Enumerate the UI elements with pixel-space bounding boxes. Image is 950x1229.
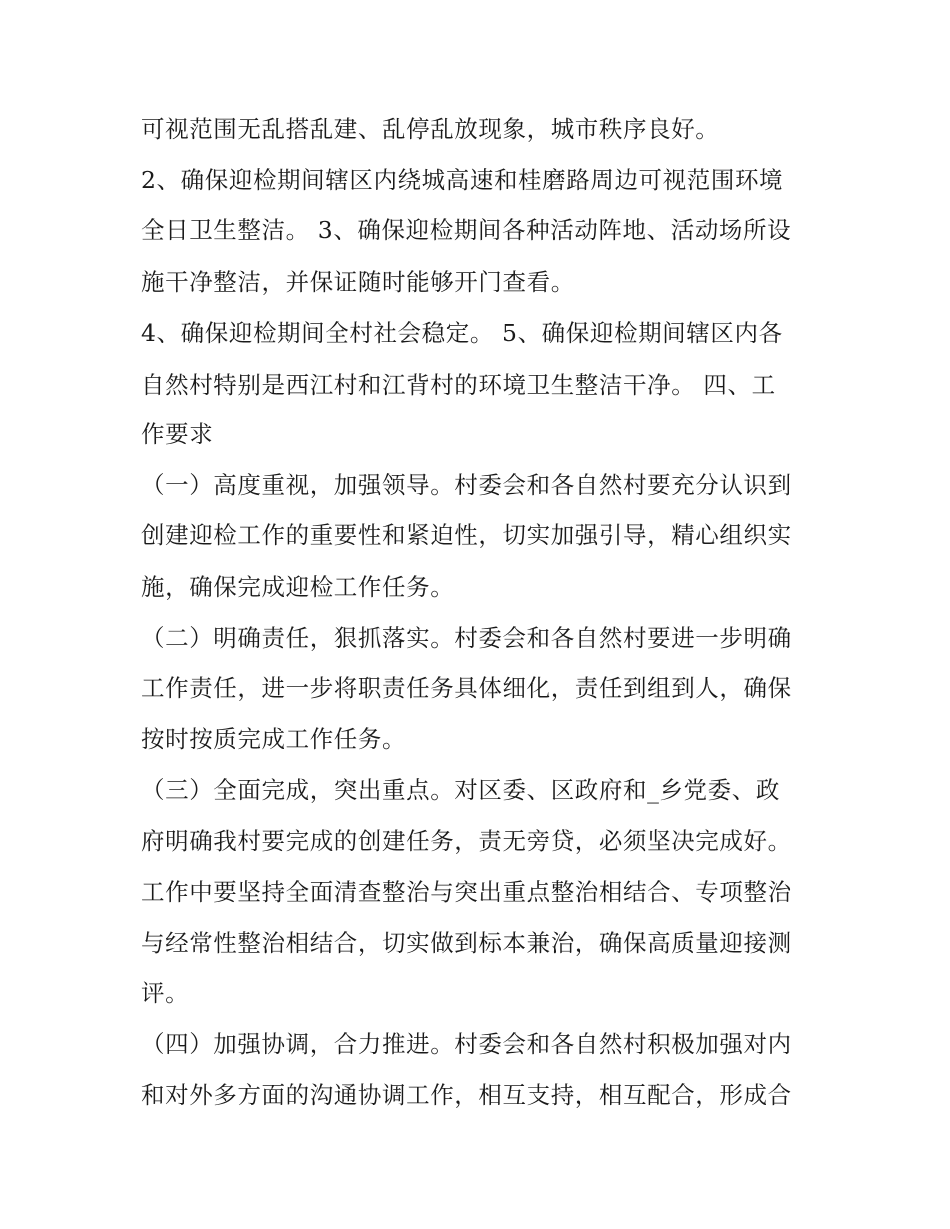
text-line: 和对外多方面的沟通协调工作，相互支持，相互配合，形成合 <box>141 1081 792 1109</box>
text-line: 施，确保完成迎检工作任务。 <box>141 573 455 601</box>
text-line: （二）明确责任，狠抓落实。村委会和各自然村要进一步明确 <box>141 624 792 652</box>
text-line: 全日卫生整洁。 3、确保迎检期间各种活动阵地、活动场所设 <box>141 216 792 244</box>
text-line: 可视范围无乱搭乱建、乱停乱放现象，城市秩序良好。 <box>141 115 720 143</box>
text-line: （三）全面完成，突出重点。对区委、区政府和_乡党委、政 <box>141 776 780 804</box>
text-line: 府明确我村要完成的创建任务，责无旁贷，必须坚决完成好。 <box>141 827 792 855</box>
text-line: 2、确保迎检期间辖区内绕城高速和桂磨路周边可视范围环境 <box>141 166 784 194</box>
text-line: 4、确保迎检期间全村社会稳定。 5、确保迎检期间辖区内各 <box>141 319 783 347</box>
text-line: 自然村特别是西江村和江背村的环境卫生整洁干净。 四、工 <box>141 371 776 399</box>
text-line: （一）高度重视，加强领导。村委会和各自然村要充分认识到 <box>141 471 792 499</box>
text-line: 施干净整洁，并保证随时能够开门查看。 <box>141 268 575 296</box>
text-line: 创建迎检工作的重要性和紧迫性，切实加强引导，精心组织实 <box>141 521 792 549</box>
text-line: （四）加强协调，合力推进。村委会和各自然村积极加强对内 <box>141 1030 792 1058</box>
text-line: 工作责任，进一步将职责任务具体细化，责任到组到人，确保 <box>141 674 792 702</box>
text-line: 作要求 <box>141 420 214 448</box>
text-line: 按时按质完成工作任务。 <box>141 725 407 753</box>
text-line: 评。 <box>141 979 190 1007</box>
text-line: 与经常性整治相结合，切实做到标本兼治，确保高质量迎接测 <box>141 929 792 957</box>
text-line: 工作中要坚持全面清查整治与突出重点整治相结合、专项整治 <box>141 878 792 906</box>
